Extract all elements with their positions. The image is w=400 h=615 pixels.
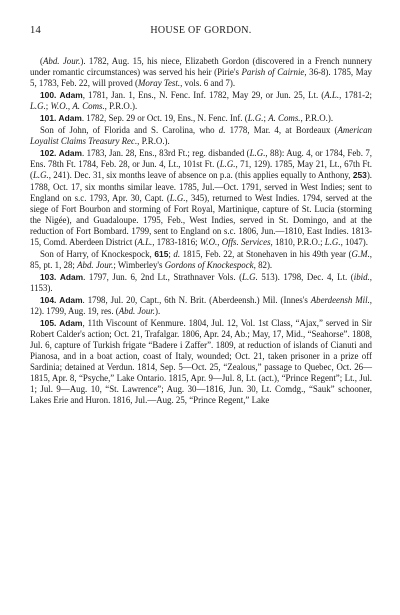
book-page [30,22,372,407]
entry-102: 102. Adam. 1783, Jan. 28, Ens., 83rd Ft.; reg. disbanded (L.G., 88): Aug. 4, or 1784, Feb. 7, Ens. 78th Ft. 1784, Feb. 28, or Jun. 4, Lt., 101st Ft. (L.G., 71, 129). 1785, May 21, Lt., 67th Ft. (L.G., 241). Dec. 31, six months leave of absence on p.a. (this applies equally to Anthony, 253). 1788, Oct. 17, six months similar leave. 1785, Jul.—Oct. 1791, served in West Indies; sent to England on s.c. 1793, Apr. 30, Capt. (L.G., 345), returned to West Indies. 1794, served at the siege of Fort Bourbon and storming of Fort Royal, Martinique, capture of St. Lucia (storming the Nigée), and Guadaloupe. 1795, Feb., West Indies, served in St. Domingo, and at the reduction of Fort Bombard. 1799, sent to England on s.c. 1806, Jun.—1810, East Indies. 1813-15, Comd. Aberdeen District (A.L., 1783-1816; W.O., Offs. Services, 1810, P.R.O.; L.G., 1047). [30,148,373,247]
page-number: 14 [30,25,42,36]
entry-104: 104. Adam. 1798, Jul. 20, Capt., 6th N. Brit. (Aberdeensh.) Mil. (Innes's Aberdeensh Mil., 12). 1799, Aug. 19, res. (Abd. Jour.). [30,294,373,317]
page-header [30,22,372,44]
entry-100: 100. Adam, 1781, Jan. 1, Ens., N. Fenc. Inf. 1782, May 29, or Jun. 25, Lt. (A.L., 1781-2; L.G.; W.O., A. Coms., P.R.O.). [30,90,373,112]
entry-101-note: Son of John, of Florida and S. Carolina, who d. 1778, Mar. 4, at Bordeaux (American Loyalist Claims Treasury Rec., P.R.O.). [30,125,372,147]
paragraph-continuation: (Abd. Jour.). 1782, Aug. 15, his niece, Elizabeth Gordon (discovered in a French nunnery under romantic circumstances) was served his heir (Pirie's Parish of Cairnie, 36-8). 1785, May 5, 1783, Feb. 22, will proved (Moray Test., vols. 6 and 7). [30,56,372,89]
entry-102-note: Son of Harry, of Knockespock, 615; d. 1815, Feb. 22, at Stonehaven in his 49th year (G.M., 85, pt. 1, 28; Abd. Jour.; Wimberley's Gordons of Knockespock, 82). [30,248,373,270]
body-text [30,56,372,406]
entry-105: 105. Adam, 11th Viscount of Kenmure. 1804, Jul. 12, Vol. 1st Class, “Ajax,” served in Sir Robert Calder's action; Oct. 21, Trafalgar. 1806, Apr. 24, Ab.; May, 17, Mid., “Seahorse”. 1808, Jul. 6, capture of Turkish frigate “Badere i Zaffer”. 1809, at reduction of islands of Cianuti and Pianosa, and in a boat action, coast of Italy, wounded; Oct. 21, taken prisoner in a prize off Sardinia; detained at Verdun. 1814, Sep. 5—Oct. 25, “Zealous,” passage to Quebec, Oct. 26—1815, Apr. 8, “Psyche,” Lake Ontario. 1815, Apr. 9—Jul. 8, Lt. (act.), “Prince Regent”; Lt., Jul. 1; Jul. 9—Aug. 10, “St. Lawrence”; Aug. 30—1816, Jun. 30, Lt. Comdg., “Sauk” schooner, Lakes Erie and Huron. 1816, Jul.—Aug. 25, “Prince Regent,” Lake [30,318,372,406]
entry-101: 101. Adam. 1782, Sep. 29 or Oct. 19, Ens., N. Fenc. Inf. (L.G.; A. Coms., P.R.O.). [40,113,334,124]
running-title: HOUSE OF GORDON. [150,25,252,36]
entry-103: 103. Adam. 1797, Jun. 6, 2nd Lt., Strathnaver Vols. (L.G. 513). 1798, Dec. 4, Lt. (ibid., 1153). [30,271,372,293]
